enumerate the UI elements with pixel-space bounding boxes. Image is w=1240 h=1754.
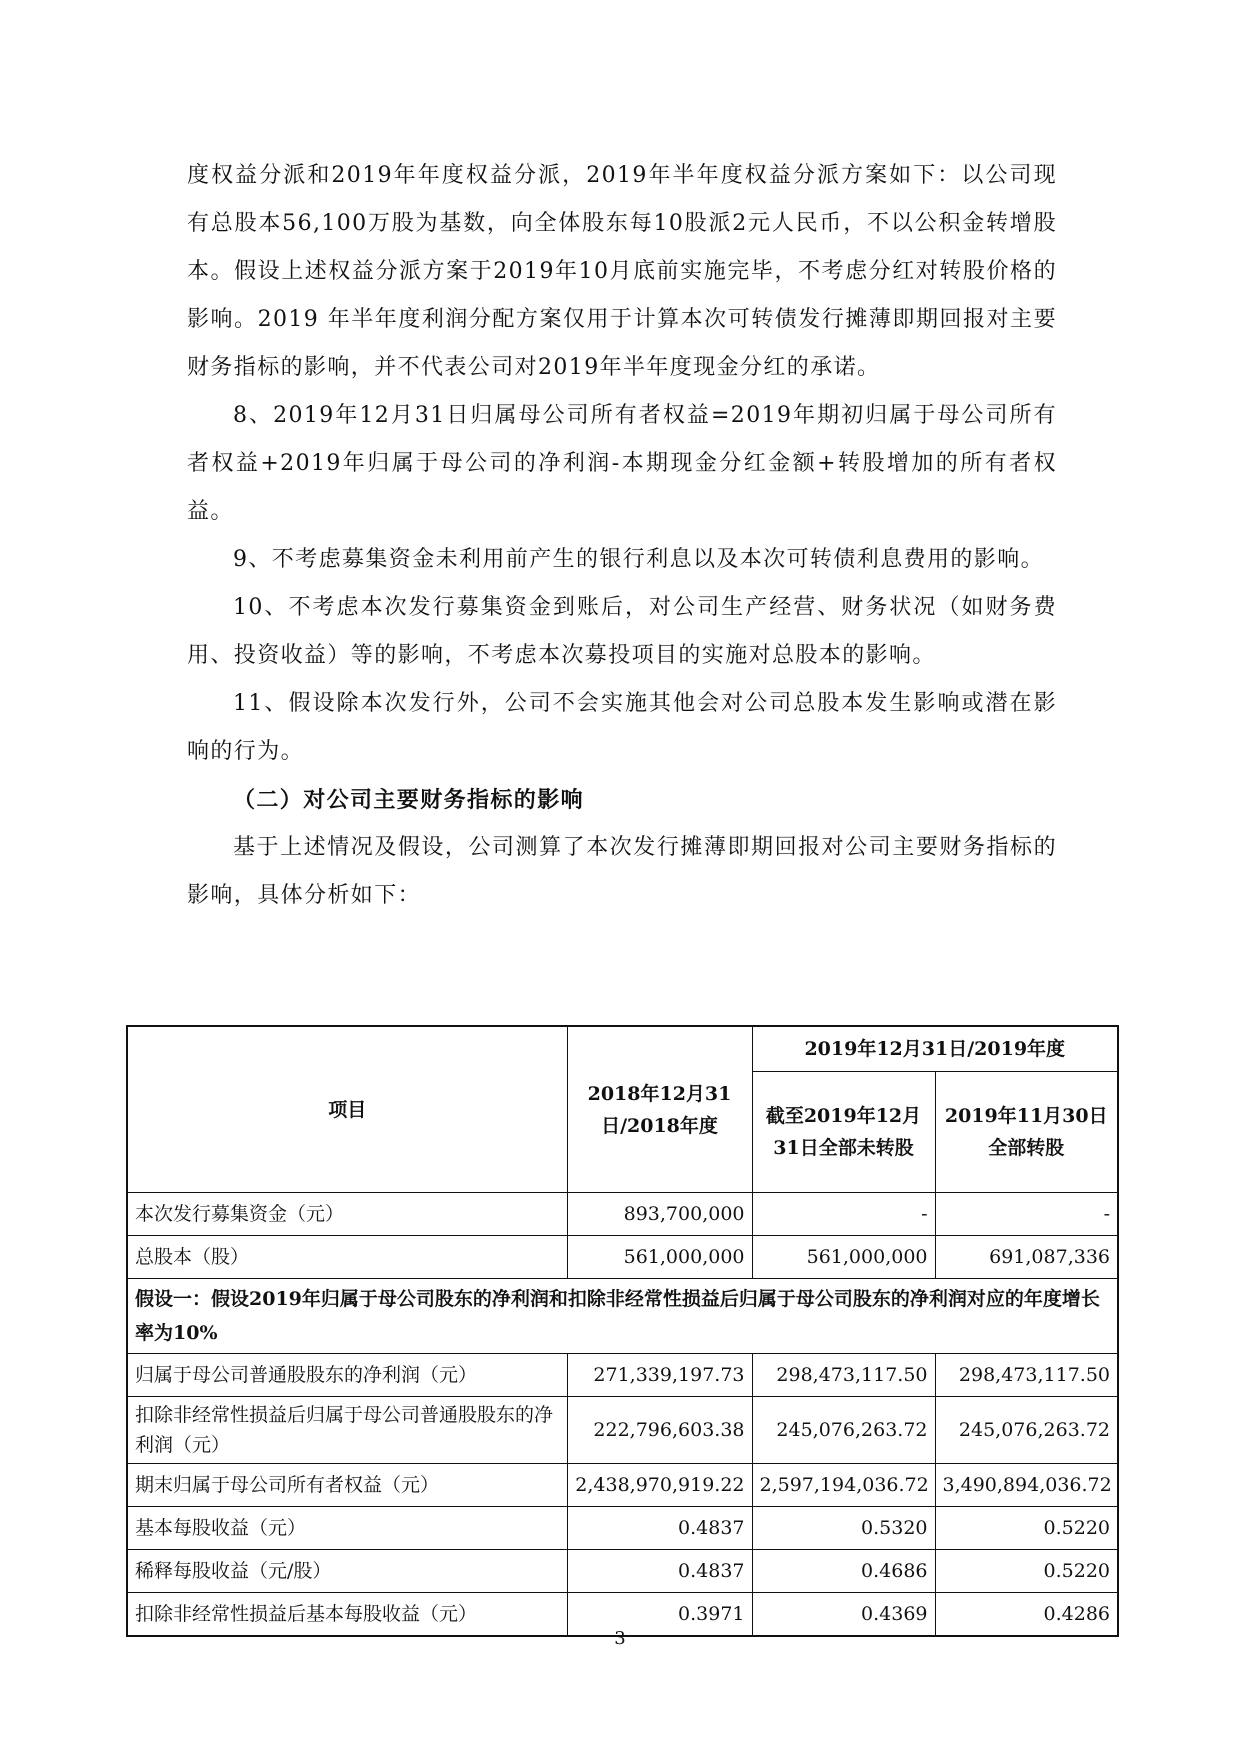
page-number: 3 — [614, 1628, 626, 1649]
paragraph-intro: 基于上述情况及假设，公司测算了本次发行摊薄即期回报对公司主要财务指标的影响，具体分析如下： — [187, 835, 1057, 908]
financial-indicators-table — [126, 1025, 1119, 1637]
row-label: 稀释每股收益（元/股） — [127, 1550, 567, 1593]
body-text — [187, 152, 1057, 920]
table-row — [127, 1354, 1118, 1397]
paragraph-item-11: 11、假设除本次发行外，公司不会实施其他会对公司总股本发生影响或潜在影响的行为。 — [187, 691, 1057, 764]
paragraph-item-10: 10、不考虑本次发行募集资金到账后，对公司生产经营、财务状况（如财务费用、投资收益）等的影响，不考虑本次募投项目的实施对总股本的影响。 — [187, 595, 1057, 668]
table-row — [127, 1550, 1118, 1593]
assumption-text: 假设一：假设2019年归属于母公司股东的净利润和扣除非经常性损益后归属于母公司股东的净利润对应的年度增长率为10% — [127, 1279, 1118, 1354]
cell-not-converted: 0.4369 — [752, 1593, 935, 1637]
header-2019-not-converted: 截至2019年12月31日全部未转股 — [752, 1072, 935, 1193]
cell-all-converted: 0.5220 — [935, 1550, 1118, 1593]
paragraph-item-8: 8、2019年12月31日归属母公司所有者权益=2019年期初归属于母公司所有者权益+2019年归属于母公司的净利润-本期现金分红金额+转股增加的所有者权益。 — [187, 403, 1057, 524]
cell-not-converted: 298,473,117.50 — [752, 1354, 935, 1397]
paragraph-item-9: 9、不考虑募集资金未利用前产生的银行利息以及本次可转债利息费用的影响。 — [233, 547, 1044, 572]
row-label: 扣除非经常性损益后基本每股收益（元） — [127, 1593, 567, 1637]
cell-2018: 271,339,197.73 — [567, 1354, 752, 1397]
row-label: 扣除非经常性损益后归属于母公司普通股股东的净利润（元） — [127, 1397, 567, 1464]
row-label: 期末归属于母公司所有者权益（元） — [127, 1464, 567, 1507]
cell-not-converted: 0.4686 — [752, 1550, 935, 1593]
header-2019-all-converted: 2019年11月30日全部转股 — [935, 1072, 1118, 1193]
cell-not-converted: 0.5320 — [752, 1507, 935, 1550]
cell-2018: 561,000,000 — [567, 1236, 752, 1279]
cell-2018: 222,796,603.38 — [567, 1397, 752, 1464]
section-heading: （二）对公司主要财务指标的影响 — [233, 787, 585, 813]
row-label: 归属于母公司普通股股东的净利润（元） — [127, 1354, 567, 1397]
header-2019-group: 2019年12月31日/2019年度 — [752, 1026, 1118, 1072]
cell-2018: 0.3971 — [567, 1593, 752, 1637]
cell-all-converted: 0.5220 — [935, 1507, 1118, 1550]
table-header-row — [127, 1026, 1118, 1072]
cell-all-converted: 691,087,336 — [935, 1236, 1118, 1279]
table-row — [127, 1397, 1118, 1464]
cell-all-converted: - — [935, 1193, 1118, 1236]
table-row — [127, 1464, 1118, 1507]
row-label: 总股本（股） — [127, 1236, 567, 1279]
cell-all-converted: 298,473,117.50 — [935, 1354, 1118, 1397]
cell-2018: 2,438,970,919.22 — [567, 1464, 752, 1507]
table-row — [127, 1236, 1118, 1279]
cell-2018: 893,700,000 — [567, 1193, 752, 1236]
row-label: 基本每股收益（元） — [127, 1507, 567, 1550]
assumption-row — [127, 1279, 1118, 1354]
cell-2018: 0.4837 — [567, 1507, 752, 1550]
cell-not-converted: 245,076,263.72 — [752, 1397, 935, 1464]
row-label: 本次发行募集资金（元） — [127, 1193, 567, 1236]
cell-2018: 0.4837 — [567, 1550, 752, 1593]
cell-all-converted: 245,076,263.72 — [935, 1397, 1118, 1464]
paragraph-dividend-plan: 度权益分派和2019年年度权益分派，2019年半年度权益分派方案如下：以公司现有总股本56,100万股为基数，向全体股东每10股派2元人民币，不以公积金转增股本。假设上述权益分派方案于2019年10月底前实施完毕，不考虑分红对转股价格的影响。2019 年半年度利润分配方案仅用于计算本次可转债发行摊薄即期回报对主要财务指标的影响，并不代表公司对2019年半年度现金分红的承诺。 — [187, 163, 1057, 380]
header-2018: 2018年12月31日/2018年度 — [567, 1026, 752, 1193]
cell-not-converted: 2,597,194,036.72 — [752, 1464, 935, 1507]
cell-all-converted: 3,490,894,036.72 — [935, 1464, 1118, 1507]
cell-all-converted: 0.4286 — [935, 1593, 1118, 1637]
header-item: 项目 — [127, 1026, 567, 1193]
cell-not-converted: - — [752, 1193, 935, 1236]
cell-not-converted: 561,000,000 — [752, 1236, 935, 1279]
table-row — [127, 1507, 1118, 1550]
table-row — [127, 1193, 1118, 1236]
